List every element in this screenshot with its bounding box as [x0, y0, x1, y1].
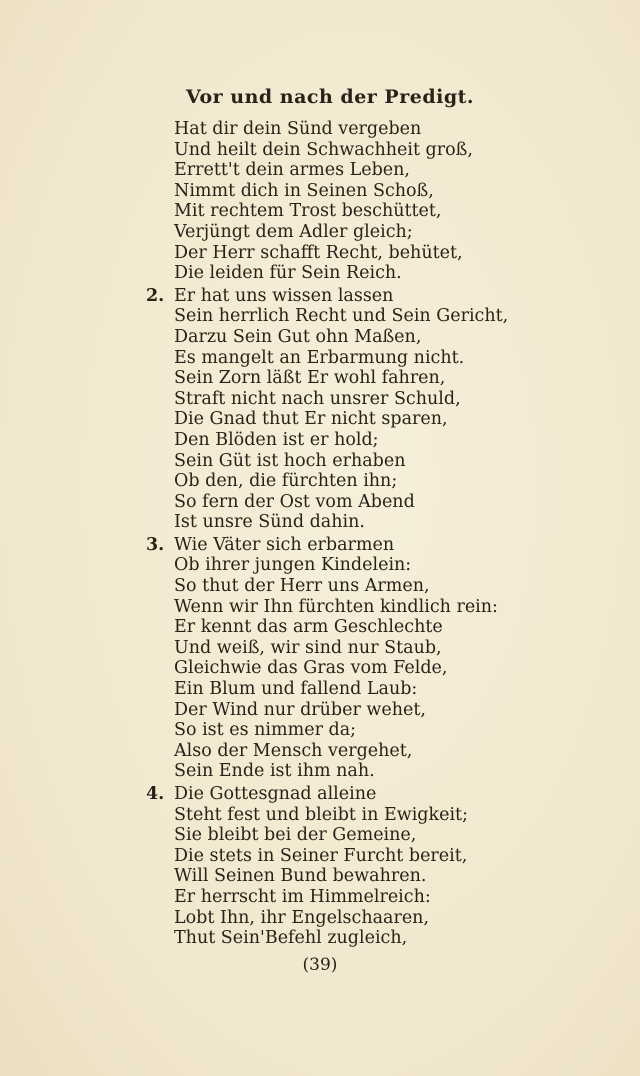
- verse-line: Ein Blum und fallend Laub:: [174, 679, 418, 700]
- verse-line: Sie bleibt bei der Gemeine,: [174, 825, 417, 846]
- verse-line: Darzu Sein Gut ohn Maßen,: [174, 326, 422, 347]
- verse-line: Straft nicht nach unsrer Schuld,: [174, 388, 461, 409]
- verse-line: Nimmt dich in Seinen Schoß,: [174, 180, 434, 201]
- verse-line: Die leiden für Sein Reich.: [174, 263, 402, 284]
- hymn-text: [146, 119, 509, 949]
- verse-line: Und heilt dein Schwachheit groß,: [174, 139, 473, 160]
- verse-line: Die Gottesgnad alleine: [174, 784, 377, 804]
- verse-line: Die stets in Seiner Furcht bereit,: [174, 845, 468, 866]
- verse-line: Also der Mensch vergehet,: [174, 740, 413, 761]
- verse-line: Der Herr schafft Recht, behütet,: [174, 242, 463, 263]
- stanza-number: 2.: [146, 285, 165, 306]
- stanza: [146, 285, 509, 533]
- verse-line: Ob den, die fürchten ihn;: [174, 471, 398, 492]
- verse-line: Die Gnad thut Er nicht sparen,: [174, 409, 448, 430]
- verse-line: Sein herrlich Recht und Sein Gericht,: [174, 306, 509, 327]
- stanza-number: 3.: [146, 534, 165, 555]
- verse-line: Wenn wir Ihn fürchten kindlich rein:: [174, 596, 498, 617]
- verse-line: Den Blöden ist er hold;: [174, 429, 379, 450]
- verse-line: Sein Zorn läßt Er wohl fahren,: [174, 368, 446, 389]
- verse-line: Und weiß, wir sind nur Staub,: [174, 637, 442, 658]
- stanza: [146, 535, 506, 782]
- verse-line: So ist es nimmer da;: [174, 720, 357, 741]
- verse-line: Sein Ende ist ihm nah.: [174, 761, 375, 782]
- verse-line: Er kennt das arm Geschlechte: [174, 617, 443, 638]
- verse-line: Errett't dein armes Leben,: [174, 160, 410, 181]
- verse-line: Steht fest und bleibt in Ewigkeit;: [174, 804, 468, 825]
- verse-line: Der Wind nur drüber wehet,: [174, 699, 426, 720]
- verse-line: So thut der Herr uns Armen,: [174, 576, 430, 597]
- verse-line: Verjüngt dem Adler gleich;: [174, 221, 413, 242]
- verse-line: Hat dir dein Sünd vergeben: [174, 119, 422, 139]
- verse-line: Mit rechtem Trost beschüttet,: [174, 201, 442, 222]
- verse-line: Thut Sein'Befehl zugleich,: [174, 928, 408, 949]
- verse-line: Ob ihrer jungen Kindelein:: [174, 555, 412, 576]
- running-head: Vor und nach der Predigt.: [185, 86, 474, 108]
- verse-line: Lobt Ihn, ihr Engelschaaren,: [174, 907, 430, 928]
- stanza: [146, 119, 506, 284]
- verse-line: Sein Güt ist hoch erhaben: [174, 450, 406, 471]
- verse-line: Ist unsre Sünd dahin.: [174, 512, 365, 533]
- verse-line: Will Seinen Bund bewahren.: [174, 866, 427, 887]
- verse-line: So fern der Ost vom Abend: [174, 491, 415, 512]
- stanza: [146, 784, 506, 949]
- verse-line: Er hat uns wissen lassen: [174, 285, 394, 306]
- verse-line: Wie Väter sich erbarmen: [174, 534, 395, 555]
- page-number: (39): [302, 955, 338, 975]
- stanza-number: 4.: [146, 784, 165, 804]
- verse-line: Gleichwie das Gras vom Felde,: [174, 658, 448, 679]
- verse-line: Er herrscht im Himmelreich:: [174, 886, 431, 907]
- verse-line: Es mangelt an Erbarmung nicht.: [174, 347, 465, 368]
